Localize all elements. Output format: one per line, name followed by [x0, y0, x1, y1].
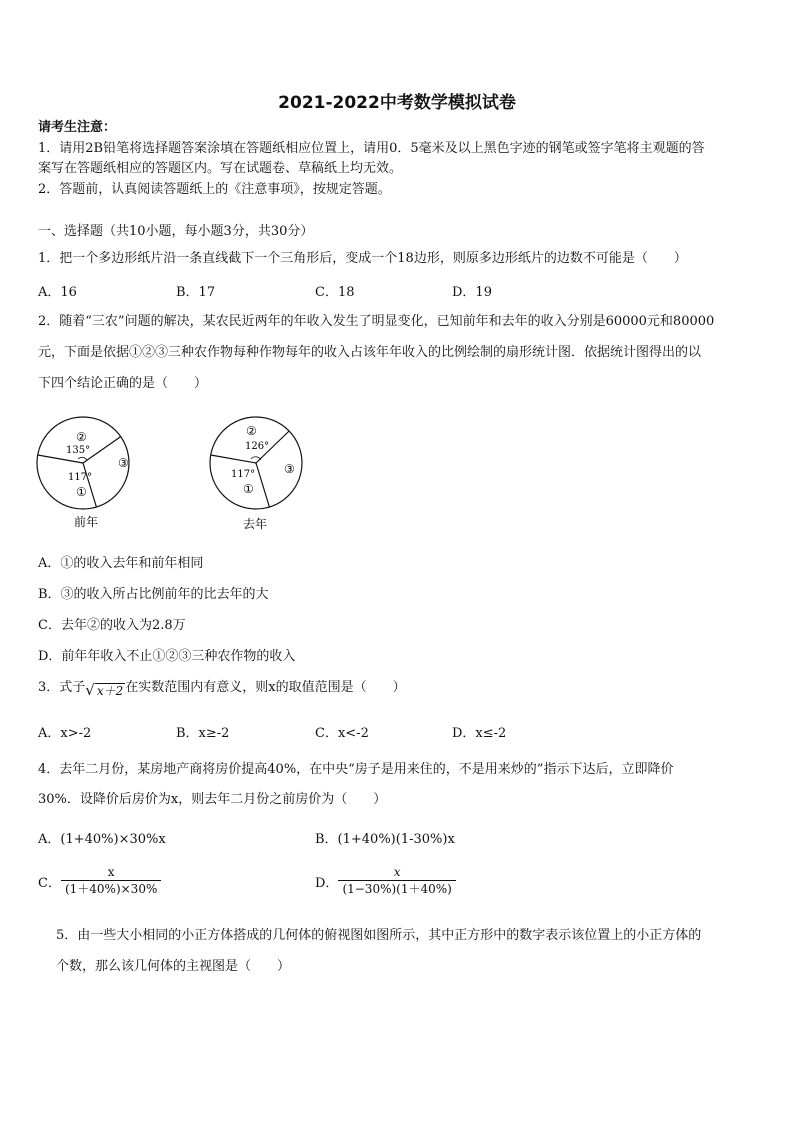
pie-chart-last-year	[210, 417, 302, 531]
question-4-line-2: 30%．设降价后房价为x，则去年二月份之前房价为（ ）	[38, 792, 387, 807]
question-2-option-b: B．③的收入所占比例前年的比去年的大	[38, 587, 269, 602]
sqrt-radicand: x＋2	[96, 684, 124, 698]
question-2-option-d: D．前年年收入不止①②③三种农作物的收入	[38, 649, 296, 664]
pie-chart-previous-year	[37, 417, 129, 529]
notice-heading: 请考生注意：	[38, 120, 117, 135]
question-1-option-a: A．16	[38, 285, 77, 300]
question-3-option-c: C．x<-2	[315, 726, 369, 741]
pie-1-angle-label-2: 135°	[66, 445, 91, 456]
pie-1-angle-label-1: 117°	[68, 472, 93, 483]
fraction-d-denominator: (1−30%)(1＋40%)	[338, 880, 455, 898]
question-2-line-1: 2．随着“三农”问题的解决，某农民近两年的年收入发生了明显变化，已知前年和去年的收入分别是60000元和80000	[38, 314, 715, 329]
page-title: 2021-2022中考数学模拟试卷	[278, 93, 516, 113]
pie-1-angle-arc	[78, 457, 87, 460]
pie-2-boundary-line	[256, 463, 269, 507]
pie-2-label-3: ③	[284, 462, 295, 476]
fraction-d-numerator: x	[393, 865, 401, 879]
pie-2-boundary-line	[211, 455, 256, 463]
fraction-c-numerator: x	[107, 865, 115, 879]
question-4-option-d-label: D．	[315, 875, 339, 891]
question-4-option-c	[38, 864, 161, 898]
question-2-line-3: 下四个结论正确的是（ ）	[38, 376, 208, 391]
question-4-option-d	[315, 864, 456, 898]
question-3-stem	[38, 678, 406, 698]
sqrt-expression	[85, 682, 125, 698]
fraction-c-denominator: (1＋40%)×30%	[61, 880, 161, 898]
question-1-option-b: B．17	[176, 285, 216, 300]
pie-1-label-3: ③	[118, 456, 129, 470]
pie-2-caption: 去年	[243, 517, 268, 531]
question-4-option-b: B．(1+40%)(1-30%)x	[315, 832, 455, 847]
pie-1-label-1: ①	[76, 485, 87, 499]
pie-1-caption: 前年	[74, 515, 99, 529]
question-2-option-a: A．①的收入去年和前年相同	[38, 556, 204, 571]
question-3-option-b: B．x≥-2	[176, 726, 230, 741]
pie-2-angle-label-2: 126°	[245, 441, 270, 452]
pie-charts	[30, 410, 320, 535]
question-5-line-1: 5．由一些大小相同的小正方体搭成的几何体的俯视图如图所示，其中正方形中的数字表示该位置上的小正方体的	[56, 928, 702, 943]
question-1-stem: 1．把一个多边形纸片沿一条直线截下一个三角形后，变成一个18边形，则原多边形纸片的边数不可能是（ ）	[38, 251, 687, 266]
question-2-option-c: C．去年②的收入为2.8万	[38, 618, 186, 633]
question-2-line-2: 元，下面是依据①②③三种农作物每种作物每年的收入占该年年收入的比例绘制的扇形统计图．依据统计图得出的以	[38, 345, 702, 360]
question-4-option-a: A．(1+40%)×30%x	[38, 832, 166, 847]
notice-item-1-line-2: 案写在答题纸相应的答题区内。写在试题卷、草稿纸上均无效。	[38, 161, 403, 176]
question-3-option-a: A．x>-2	[38, 726, 92, 741]
question-4-line-1: 4．去年二月份，某房地产商将房价提高40%，在中央“房子是用来住的，不是用来炒的”指示下达后，立即降价	[38, 762, 674, 777]
notice-item-2: 2．答题前，认真阅读答题纸上的《注意事项》，按规定答题。	[38, 182, 391, 197]
notice-item-1-line-1: 1．请用2B铅笔将选择题答案涂填在答题纸相应位置上，请用0．5毫米及以上黑色字迹的钢笔或签字笔将主观题的答	[38, 141, 705, 156]
question-4-option-c-label: C．	[38, 875, 61, 891]
fraction-c	[61, 864, 161, 898]
question-1-option-c: C．18	[315, 285, 355, 300]
question-3-prefix: 3．式子	[38, 680, 86, 695]
pie-2-label-2: ②	[246, 424, 257, 438]
pie-1-label-2: ②	[76, 430, 87, 444]
pie-2-label-1: ①	[243, 482, 254, 496]
question-5-line-2: 个数，那么该几何体的主视图是（ ）	[56, 959, 291, 974]
question-3-option-d: D．x≤-2	[452, 726, 507, 741]
question-1-option-d: D．19	[452, 285, 492, 300]
fraction-d	[338, 864, 455, 898]
pie-1-boundary-line	[38, 455, 83, 463]
question-3-suffix: 在实数范围内有意义，则x的取值范围是（ ）	[125, 680, 406, 695]
sqrt-icon: √	[85, 681, 95, 699]
section-1-heading: 一、选择题（共10小题，每小题3分，共30分）	[38, 224, 314, 239]
pie-2-angle-label-1: 117°	[231, 469, 256, 480]
